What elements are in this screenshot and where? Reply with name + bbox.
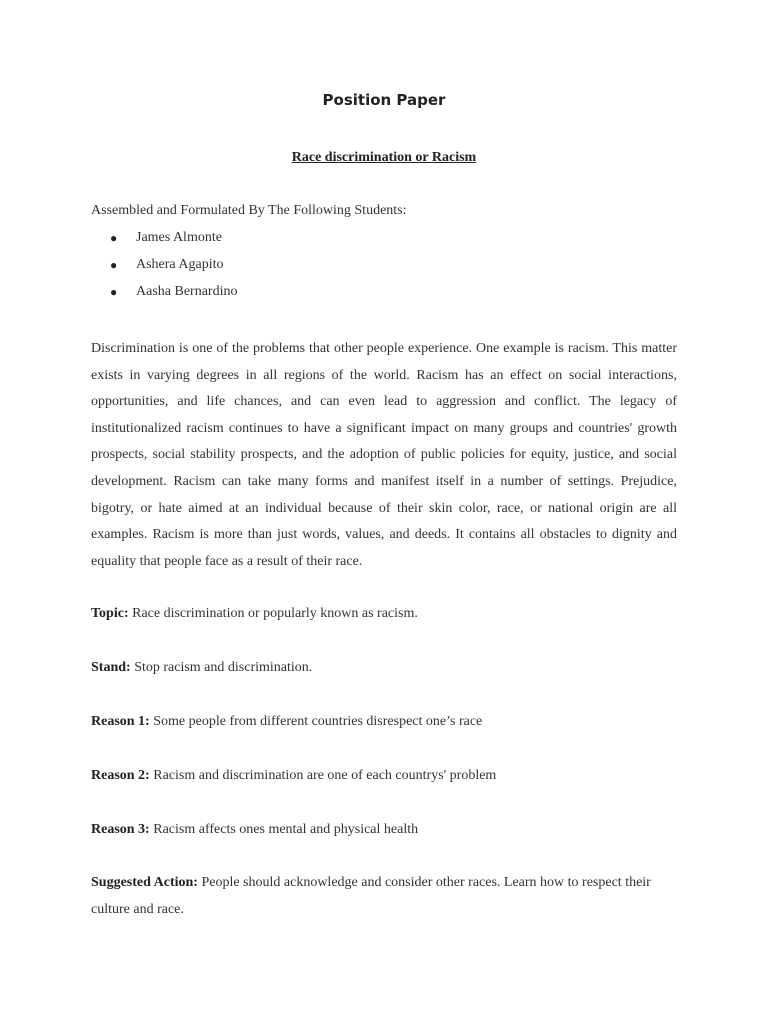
reason-1-line bbox=[91, 709, 691, 736]
reason-2-line bbox=[91, 763, 691, 790]
stand-line bbox=[91, 655, 691, 682]
reason-1-label: Reason 1: bbox=[91, 714, 150, 729]
bullet-icon: ● bbox=[110, 285, 118, 299]
topic-label: Topic: bbox=[91, 606, 129, 621]
student-name: Ashera Agapito bbox=[136, 257, 224, 272]
suggested-action-label: Suggested Action: bbox=[91, 875, 198, 890]
bullet-icon: ● bbox=[110, 231, 118, 245]
reason-3-text: Racism affects ones mental and physical health bbox=[153, 822, 419, 837]
page-heading: Position Paper bbox=[322, 91, 446, 109]
reason-2-text: Racism and discrimination are one of each countrys' problem bbox=[153, 768, 497, 783]
stand-text: Stop racism and discrimination. bbox=[134, 660, 313, 675]
reason-3-line bbox=[91, 817, 691, 844]
student-list bbox=[110, 228, 237, 309]
student-name: Aasha Bernardino bbox=[136, 284, 238, 299]
list-item bbox=[110, 228, 237, 255]
intro-paragraph: Discrimination is one of the problems that other people experience. One example is racism. This matter exists in varying degrees in all regions of the world. Racism has an effect on social interactions, opportunities, and life chances, and can even lead to aggression and conflict. The legacy of institutionalized racism continues to have a significant impact on many groups and countries' growth prospects, social stability prospects, and the adoption of public policies for equity, justice, and social development. Racism can take many forms and manifest itself in a number of settings. Prejudice, bigotry, or hate aimed at an individual because of their skin color, race, or national origin are all examples. Racism is more than just words, values, and deeds. It contains all obstacles to dignity and equality that people face as a result of their race. bbox=[91, 341, 677, 569]
topic-text: Race discrimination or popularly known as racism. bbox=[132, 606, 418, 621]
reason-2-label: Reason 2: bbox=[91, 768, 150, 783]
bullet-icon: ● bbox=[110, 258, 118, 272]
stand-label: Stand: bbox=[91, 660, 131, 675]
suggested-action-line bbox=[91, 870, 679, 923]
reason-1-text: Some people from different countries disrespect one’s race bbox=[153, 714, 483, 729]
page-subtitle: Race discrimination or Racism bbox=[291, 150, 477, 165]
suggested-action-text: People should acknowledge and consider other races. Learn how to respect their culture and race. bbox=[91, 875, 651, 917]
student-name: James Almonte bbox=[136, 230, 222, 245]
list-item bbox=[110, 282, 237, 309]
topic-line bbox=[91, 601, 691, 628]
reason-3-label: Reason 3: bbox=[91, 822, 150, 837]
list-item bbox=[110, 255, 237, 282]
assembled-by-line: Assembled and Formulated By The Following Students: bbox=[91, 203, 407, 218]
